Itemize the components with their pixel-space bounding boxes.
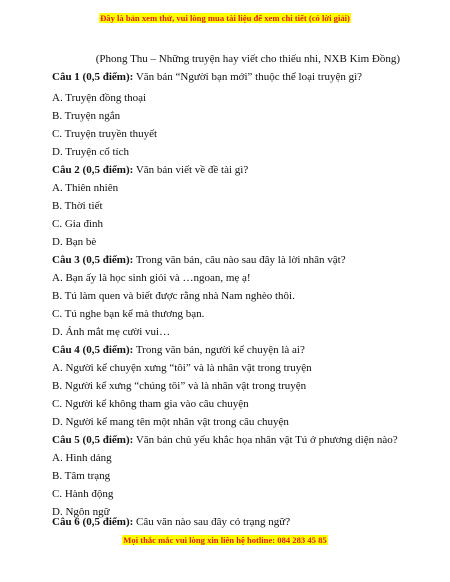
question-label: Câu 3 (0,5 điểm): (52, 254, 134, 266)
question-1-option-a: A. Truyện đồng thoại (52, 92, 147, 104)
question-text: Trong văn bản, câu nào sau đây là lời nhân vật? (133, 254, 346, 266)
question-4-option-a: A. Người kể chuyện xưng “tôi” và là nhân vật trong truyện (52, 362, 312, 374)
hotline-text: Mọi thắc mắc vui lòng xin liên hệ hotline: 084 283 45 85 (123, 535, 327, 545)
question-4-option-b: B. Người kể xưng “chúng tôi” và là nhân vật trong truyện (52, 380, 307, 392)
question-label: Câu 6 (0,5 điểm): (52, 516, 134, 528)
question-text: Trong văn bản, người kể chuyện là ai? (133, 344, 305, 356)
question-4 (52, 344, 305, 356)
question-2 (52, 164, 248, 176)
question-1-option-b: B. Truyện ngắn (52, 110, 121, 122)
question-2-option-b: B. Thời tiết (52, 200, 103, 212)
preview-notice-text: Đây là bản xem thử, vui lòng mua tài liệu để xem chi tiết (có lời giải) (100, 13, 350, 23)
question-4-option-d: D. Người kể mang tên một nhân vật trong câu chuyện (52, 416, 289, 428)
question-2-option-d: D. Bạn bè (52, 236, 97, 248)
question-2-option-a: A. Thiên nhiên (52, 182, 119, 194)
question-text: Văn bản viết về đề tài gì? (133, 164, 249, 176)
hotline-banner (0, 535, 450, 545)
question-1-option-c: C. Truyện truyền thuyết (52, 128, 158, 140)
question-text: Câu văn nào sau đây có trạng ngữ? (133, 516, 291, 528)
question-5 (52, 434, 398, 446)
question-5-option-c: C. Hành động (52, 488, 114, 500)
question-label: Câu 5 (0,5 điểm): (52, 434, 134, 446)
source-citation: (Phong Thu – Những truyện hay viết cho thiếu nhi, NXB Kim Đồng) (95, 53, 400, 65)
question-5-option-a: A. Hình dáng (52, 452, 112, 464)
preview-notice-banner (0, 13, 450, 23)
question-3-option-d: D. Ánh mắt mẹ cười vui… (52, 326, 171, 338)
question-5-option-d: D. Ngôn ngữ (52, 506, 110, 518)
question-4-option-c: C. Người kể không tham gia vào câu chuyện (52, 398, 249, 410)
question-1 (52, 71, 362, 83)
question-label: Câu 4 (0,5 điểm): (52, 344, 134, 356)
question-3-option-c: C. Tú nghe bạn kể mà thương bạn. (52, 308, 205, 320)
question-3-option-b: B. Tú làm quen và biết được rằng nhà Nam nghèo thôi. (52, 290, 295, 302)
question-6 (52, 516, 290, 528)
question-3-option-a: A. Bạn ấy là học sinh giỏi và …ngoan, mẹ ạ! (52, 272, 251, 284)
question-text: Văn bản chủ yếu khắc họa nhân vật Tú ở phương diện nào? (133, 434, 398, 446)
question-label: Câu 1 (0,5 điểm): (52, 71, 134, 83)
question-2-option-c: C. Gia đình (52, 218, 104, 230)
question-3 (52, 254, 346, 266)
question-5-option-b: B. Tâm trạng (52, 470, 111, 482)
question-text: Văn bản “Người bạn mới” thuộc thể loại truyện gì? (133, 71, 363, 83)
question-label: Câu 2 (0,5 điểm): (52, 164, 134, 176)
question-1-option-d: D. Truyện cổ tích (52, 146, 129, 158)
